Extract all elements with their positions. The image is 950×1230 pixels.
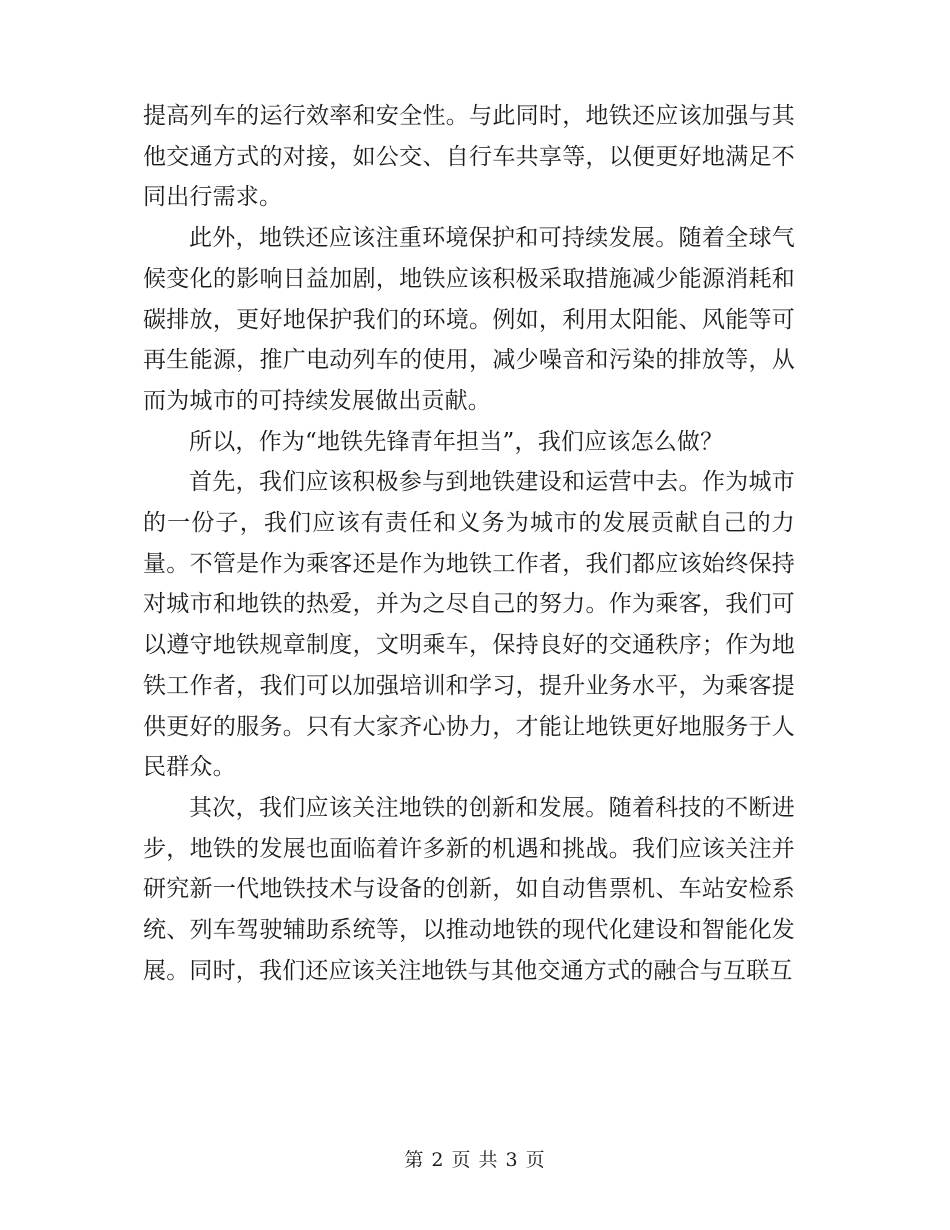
- paragraph-2: 此外，地铁还应该注重环境保护和可持续发展。随着全球气候变化的影响日益加剧，地铁应该积极采取措施减少能源消耗和碳排放，更好地保护我们的环境。例如，利用太阳能、风能等可再生能源，推广电动列车的使用，减少噪音和污染的排放等，从而为城市的可持续发展做出贡献。: [143, 225, 795, 414]
- paragraph-1: 提高列车的运行效率和安全性。与此同时，地铁还应该加强与其他交通方式的对接，如公交、自行车共享等，以便更好地满足不同出行需求。: [143, 103, 795, 211]
- paragraph-4: 首先，我们应该积极参与到地铁建设和运营中去。作为城市的一份子，我们应该有责任和义务为城市的发展贡献自己的力量。不管是作为乘客还是作为地铁工作者，我们都应该始终保持对城市和地铁的热爱，并为之尽自己的努力。作为乘客，我们可以遵守地铁规章制度，文明乘车，保持良好的交通秩序；作为地铁工作者，我们可以加强培训和学习，提升业务水平，为乘客提供更好的服务。只有大家齐心协力，才能让地铁更好地服务于人民群众。: [143, 469, 795, 781]
- page-number-footer: 第 2 页 共 3 页: [404, 1149, 546, 1171]
- paragraph-3: 所以，作为“地铁先锋青年担当”，我们应该怎么做？: [189, 428, 724, 455]
- body-text: [143, 96, 795, 991]
- paragraph-5: 其次，我们应该关注地铁的创新和发展。随着科技的不断进步，地铁的发展也面临着许多新的机遇和挑战。我们应该关注并研究新一代地铁技术与设备的创新，如自动售票机、车站安检系统、列车驾驶辅助系统等，以推动地铁的现代化建设和智能化发展。同时，我们还应该关注地铁与其他交通方式的融合与互联互: [143, 794, 795, 984]
